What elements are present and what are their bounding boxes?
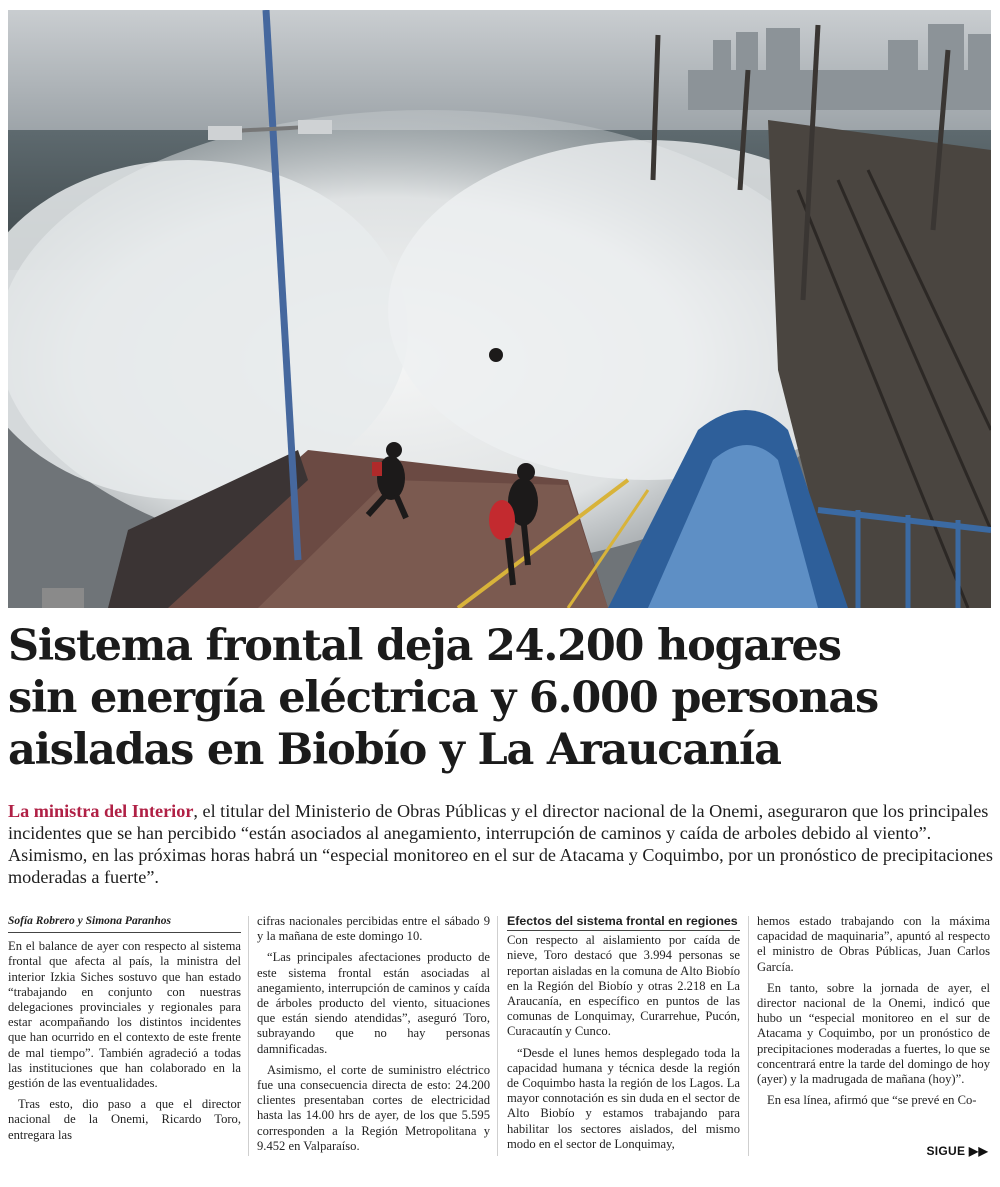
lead-kicker: La ministra del Interior [8, 801, 194, 821]
photo-illustration [8, 10, 991, 608]
column-divider [497, 916, 498, 1156]
column-2-paragraph-2: “Las principales afectaciones producto de este sistema frontal están asociadas al anegamiento, interrupción de caminos y caída de árboles producto del viento, situaciones que están siendo atendidas”, aseguró Toro, subrayando que no hay personas damnificadas. [257, 950, 490, 1056]
column-2-paragraph-1: cifras nacionales percibidas entre el sábado 9 y la mañana de este domingo 10. [257, 914, 490, 944]
storm-surge-photo [8, 10, 991, 608]
column-3-paragraph-2: “Desde el lunes hemos desplegado toda la capacidad humana y técnica desde la región de Coquimbo hasta la región de los Lagos. La mayor connotación es sin duda en el sector de Alto Biobío y estamos trabajando para habilitar los sectores aislados, del mismo modo en el sector de Lonquimay, [507, 1045, 740, 1151]
article-column-4 [757, 914, 990, 1159]
column-3-paragraph-1: Con respecto al aislamiento por caída de nieve, Toro destacó que 3.994 personas se reportan aisladas en la comuna de Alto Biobío en la Región del Biobío y otras 2.218 en La Araucanía, en específico en puntos de las comunas de Lonquimay, Curarrehue, Pucón, Curacautín y Cunco. [507, 933, 740, 1039]
headline [8, 620, 993, 776]
column-1-paragraph-1: En el balance de ayer con respecto al sistema frontal que afecta al país, la ministra del interior Izkia Siches sostuvo que han estado “trabajando en conjunto con nuestras delegaciones provinciales y regionales para estar acompañando los distintos incidentes que han ocurrido en el contexto de este frente de mal tiempo”. También agradeció a todas las instituciones que han colaborado en la gestión de las eventualidades. [8, 939, 241, 1091]
column-divider [248, 916, 249, 1156]
headline-line-3: aisladas en Biobío y La Araucanía [8, 725, 781, 775]
column-4-paragraph-2: En tanto, sobre la jornada de ayer, el director nacional de la Onemi, indicó que hubo un “especial monitoreo en el sur de Atacama y Coquimbo, por un pronóstico de precipitaciones moderadas a fuertes, lo que se concentrará entre la tarde del domingo de hoy (ayer) y la madrugada de mañana (hoy)”. [757, 980, 990, 1087]
column-divider [748, 916, 749, 1156]
article-column-3 [507, 914, 740, 1159]
lead-text: , el titular del Ministerio de Obras Públicas y el director nacional de la Onemi, aseguraron que los principales incidentes que se han percibido “están asociados al anegamiento, interrupción de caminos y caída de arboles debido al viento”. Asimismo, en las próximas horas habrá un “especial monitoreo en el sur de Atacama y Coquimbo, por un pronóstico de precipitaciones moderadas a fuerte”. [8, 801, 993, 887]
section-subhead: Efectos del sistema frontal en regiones [507, 914, 740, 931]
byline: Sofía Robrero y Simona Paranhos [8, 914, 241, 933]
article-column-1 [8, 914, 241, 1159]
column-2-paragraph-3: Asimismo, el corte de suministro eléctrico fue una consecuencia directa de esto: 24.200 clientes presentaban cortes de electricidad hasta las 14.00 hrs de ayer, de los que 5.595 corresponden a la Región Metropolitana y 9.452 en Valparaíso. [257, 1062, 490, 1153]
column-1-paragraph-2: Tras esto, dio paso a que el director nacional de la Onemi, Ricardo Toro, entregara las [8, 1097, 241, 1142]
article-column-2 [257, 914, 490, 1159]
headline-line-1: Sistema frontal deja 24.200 hogares [8, 621, 841, 671]
lead-paragraph [8, 800, 993, 888]
continue-label[interactable]: SIGUE ▶▶ [926, 1144, 988, 1158]
column-4-paragraph-3: En esa línea, afirmó que “se prevé en Co- [767, 1093, 977, 1108]
column-4-paragraph-1: hemos estado trabajando con la máxima capacidad de maquinaria”, apuntó al respecto el ministro de Obras Públicas, Juan Carlos García. [757, 914, 990, 974]
headline-line-2: sin energía eléctrica y 6.000 personas [8, 673, 879, 723]
